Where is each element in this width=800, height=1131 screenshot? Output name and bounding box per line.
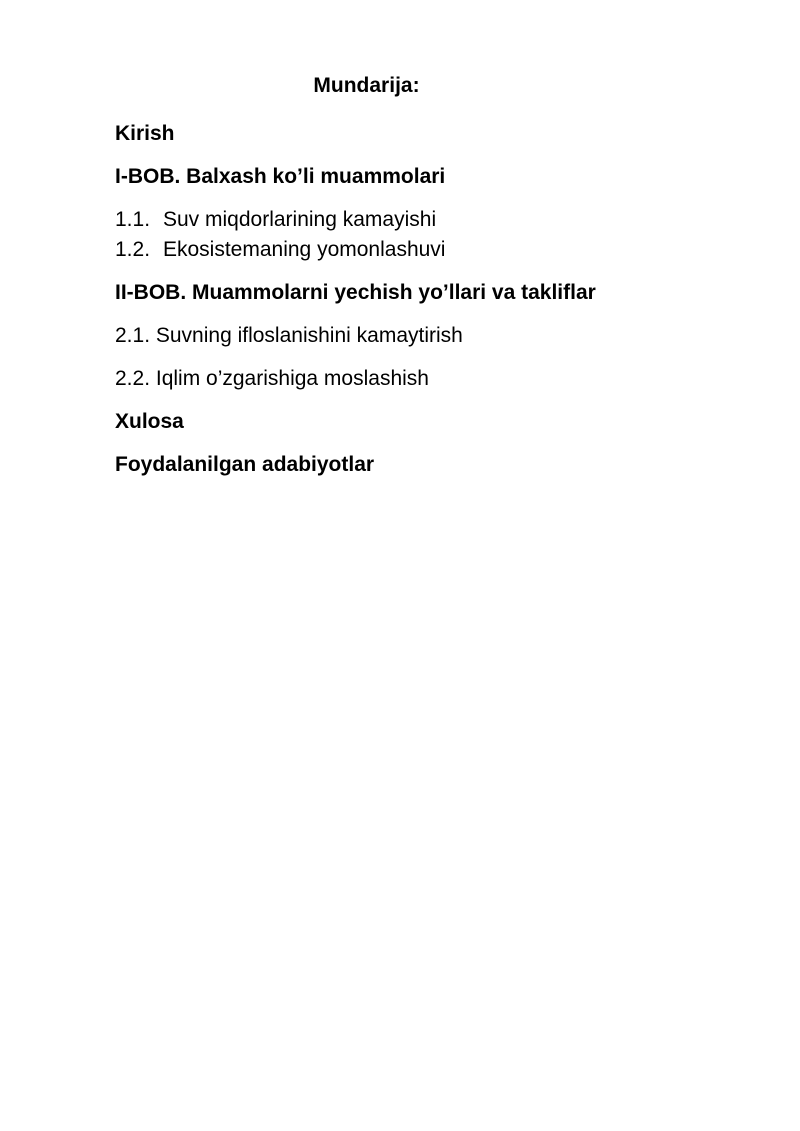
toc-chapter-1-heading: I-BOB. Balxash ko’li muammolari [115, 165, 446, 188]
toc-section-2-2: 2.2. Iqlim o’zgarishiga moslashish [115, 367, 429, 390]
toc-entry-references: Foydalanilgan adabiyotlar [115, 453, 375, 476]
toc-chapter-2-heading: II-BOB. Muammolarni yechish yo’llari va takliflar [115, 281, 596, 304]
toc-entry-intro: Kirish [115, 122, 175, 145]
section-number: 1.1. [115, 208, 151, 231]
toc-entry-conclusion: Xulosa [115, 410, 184, 433]
section-label: Suv miqdorlarining kamayishi [163, 208, 437, 231]
toc-section-1-1 [115, 207, 436, 233]
toc-section-1-2 [115, 237, 445, 263]
toc-section-2-1: 2.1. Suvning ifloslanishini kamaytirish [115, 324, 463, 347]
section-label: Ekosistemaning yomonlashuvi [163, 238, 446, 261]
page-title: Mundarija: [313, 74, 420, 97]
section-number: 1.2. [115, 238, 151, 261]
